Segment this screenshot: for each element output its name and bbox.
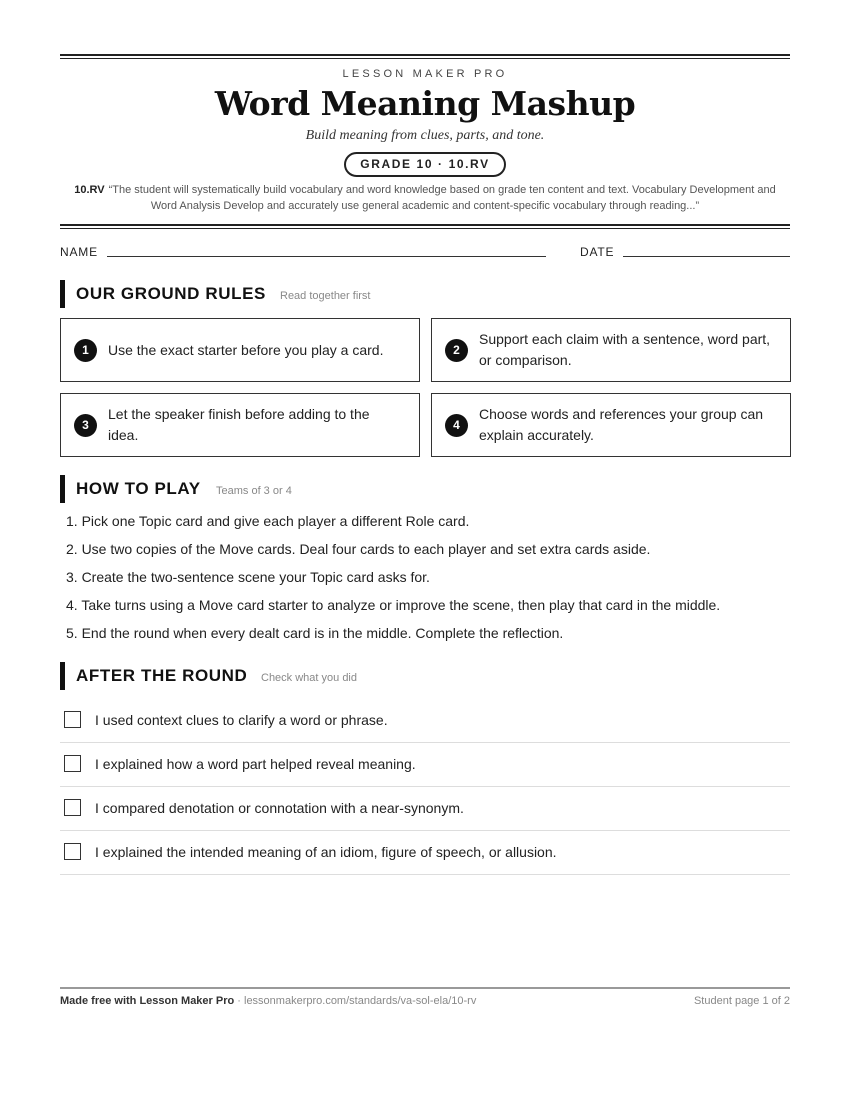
date-label: DATE bbox=[580, 245, 615, 259]
rule-text: Use the exact starter before you play a card. bbox=[108, 341, 384, 358]
grade-badge-wrap bbox=[60, 152, 790, 177]
rule-number-badge: 3 bbox=[74, 414, 97, 437]
checkbox[interactable] bbox=[64, 843, 81, 860]
name-label: NAME bbox=[60, 245, 98, 259]
footer-made-with: Made free with Lesson Maker Pro bbox=[60, 995, 235, 1007]
after-round-title: AFTER THE ROUND bbox=[76, 666, 248, 685]
header-bottom-rule bbox=[60, 224, 790, 229]
worksheet-title: Word Meaning Mashup bbox=[214, 84, 636, 123]
list-item: 4. Take turns using a Move card starter to analyze or improve the scene, then play that card in the middle. bbox=[66, 597, 721, 613]
ground-rules-note: Read together first bbox=[280, 290, 371, 302]
rule-text: Let the speaker finish before adding to the idea. bbox=[108, 406, 370, 443]
rule-number-badge: 2 bbox=[445, 339, 468, 362]
how-to-play-steps bbox=[66, 510, 790, 650]
section-marker bbox=[60, 662, 65, 690]
standard-description bbox=[60, 182, 790, 214]
standard-code: 10.RV bbox=[74, 184, 105, 196]
ground-rule-card bbox=[431, 393, 791, 457]
section-marker bbox=[60, 475, 65, 503]
checklist-text: I used context clues to clarify a word or phrase. bbox=[95, 712, 388, 728]
checkbox[interactable] bbox=[64, 799, 81, 816]
rule-text: Choose words and references your group can explain accurately. bbox=[479, 406, 764, 443]
checkbox[interactable] bbox=[64, 711, 81, 728]
ground-rule-card bbox=[60, 318, 420, 382]
header-top-rule bbox=[60, 54, 790, 59]
reflection-checklist bbox=[60, 699, 790, 875]
checklist-row bbox=[60, 743, 790, 787]
footer-rule bbox=[60, 987, 790, 989]
checklist-row bbox=[60, 699, 790, 743]
checklist-text: I explained the intended meaning of an idiom, figure of speech, or allusion. bbox=[95, 844, 557, 860]
footer-url: lessonmakerpro.com/standards/va-sol-ela/10-rv bbox=[244, 995, 477, 1007]
footer-page-number: Student page 1 of 2 bbox=[693, 995, 790, 1007]
checklist-text: I compared denotation or connotation with a near-synonym. bbox=[95, 800, 464, 816]
date-field[interactable] bbox=[623, 256, 790, 257]
how-to-play-title: HOW TO PLAY bbox=[76, 479, 201, 498]
checklist-row bbox=[60, 787, 790, 831]
section-marker bbox=[60, 280, 65, 308]
ground-rule-card bbox=[431, 318, 791, 382]
name-date-row bbox=[60, 245, 790, 259]
rule-text: Support each claim with a sentence, word part, or comparison. bbox=[479, 331, 771, 368]
rule-number-badge: 4 bbox=[445, 414, 468, 437]
page-footer bbox=[60, 995, 790, 1007]
checklist-row bbox=[60, 831, 790, 875]
list-item: 2. Use two copies of the Move cards. Deal four cards to each player and set extra cards aside. bbox=[66, 541, 651, 557]
list-item: 5. End the round when every dealt card is in the middle. Complete the reflection. bbox=[66, 625, 564, 641]
checkbox[interactable] bbox=[64, 755, 81, 772]
worksheet-page bbox=[60, 0, 790, 1100]
grade-badge: GRADE 10 · 10.RV bbox=[344, 152, 505, 177]
after-round-note: Check what you did bbox=[261, 672, 357, 684]
brand-name: LESSON MAKER PRO bbox=[342, 68, 508, 80]
list-item: 1. Pick one Topic card and give each player a different Role card. bbox=[66, 513, 470, 529]
name-field[interactable] bbox=[107, 256, 546, 257]
worksheet-subtitle: Build meaning from clues, parts, and tone. bbox=[305, 128, 545, 143]
ground-rule-card bbox=[60, 393, 420, 457]
list-item: 3. Create the two-sentence scene your Topic card asks for. bbox=[66, 569, 430, 585]
ground-rules-title: OUR GROUND RULES bbox=[76, 284, 266, 303]
how-to-play-note: Teams of 3 or 4 bbox=[216, 485, 292, 497]
standard-text: “The student will systematically build vocabulary and word knowledge based on grade ten content and text. Vocabulary Development and Word Analysis Develop and accurately use general academic and content-specific vocabulary through reading...” bbox=[108, 184, 776, 212]
footer-separator: · bbox=[234, 995, 244, 1007]
checklist-text: I explained how a word part helped reveal meaning. bbox=[95, 756, 416, 772]
rule-number-badge: 1 bbox=[74, 339, 97, 362]
